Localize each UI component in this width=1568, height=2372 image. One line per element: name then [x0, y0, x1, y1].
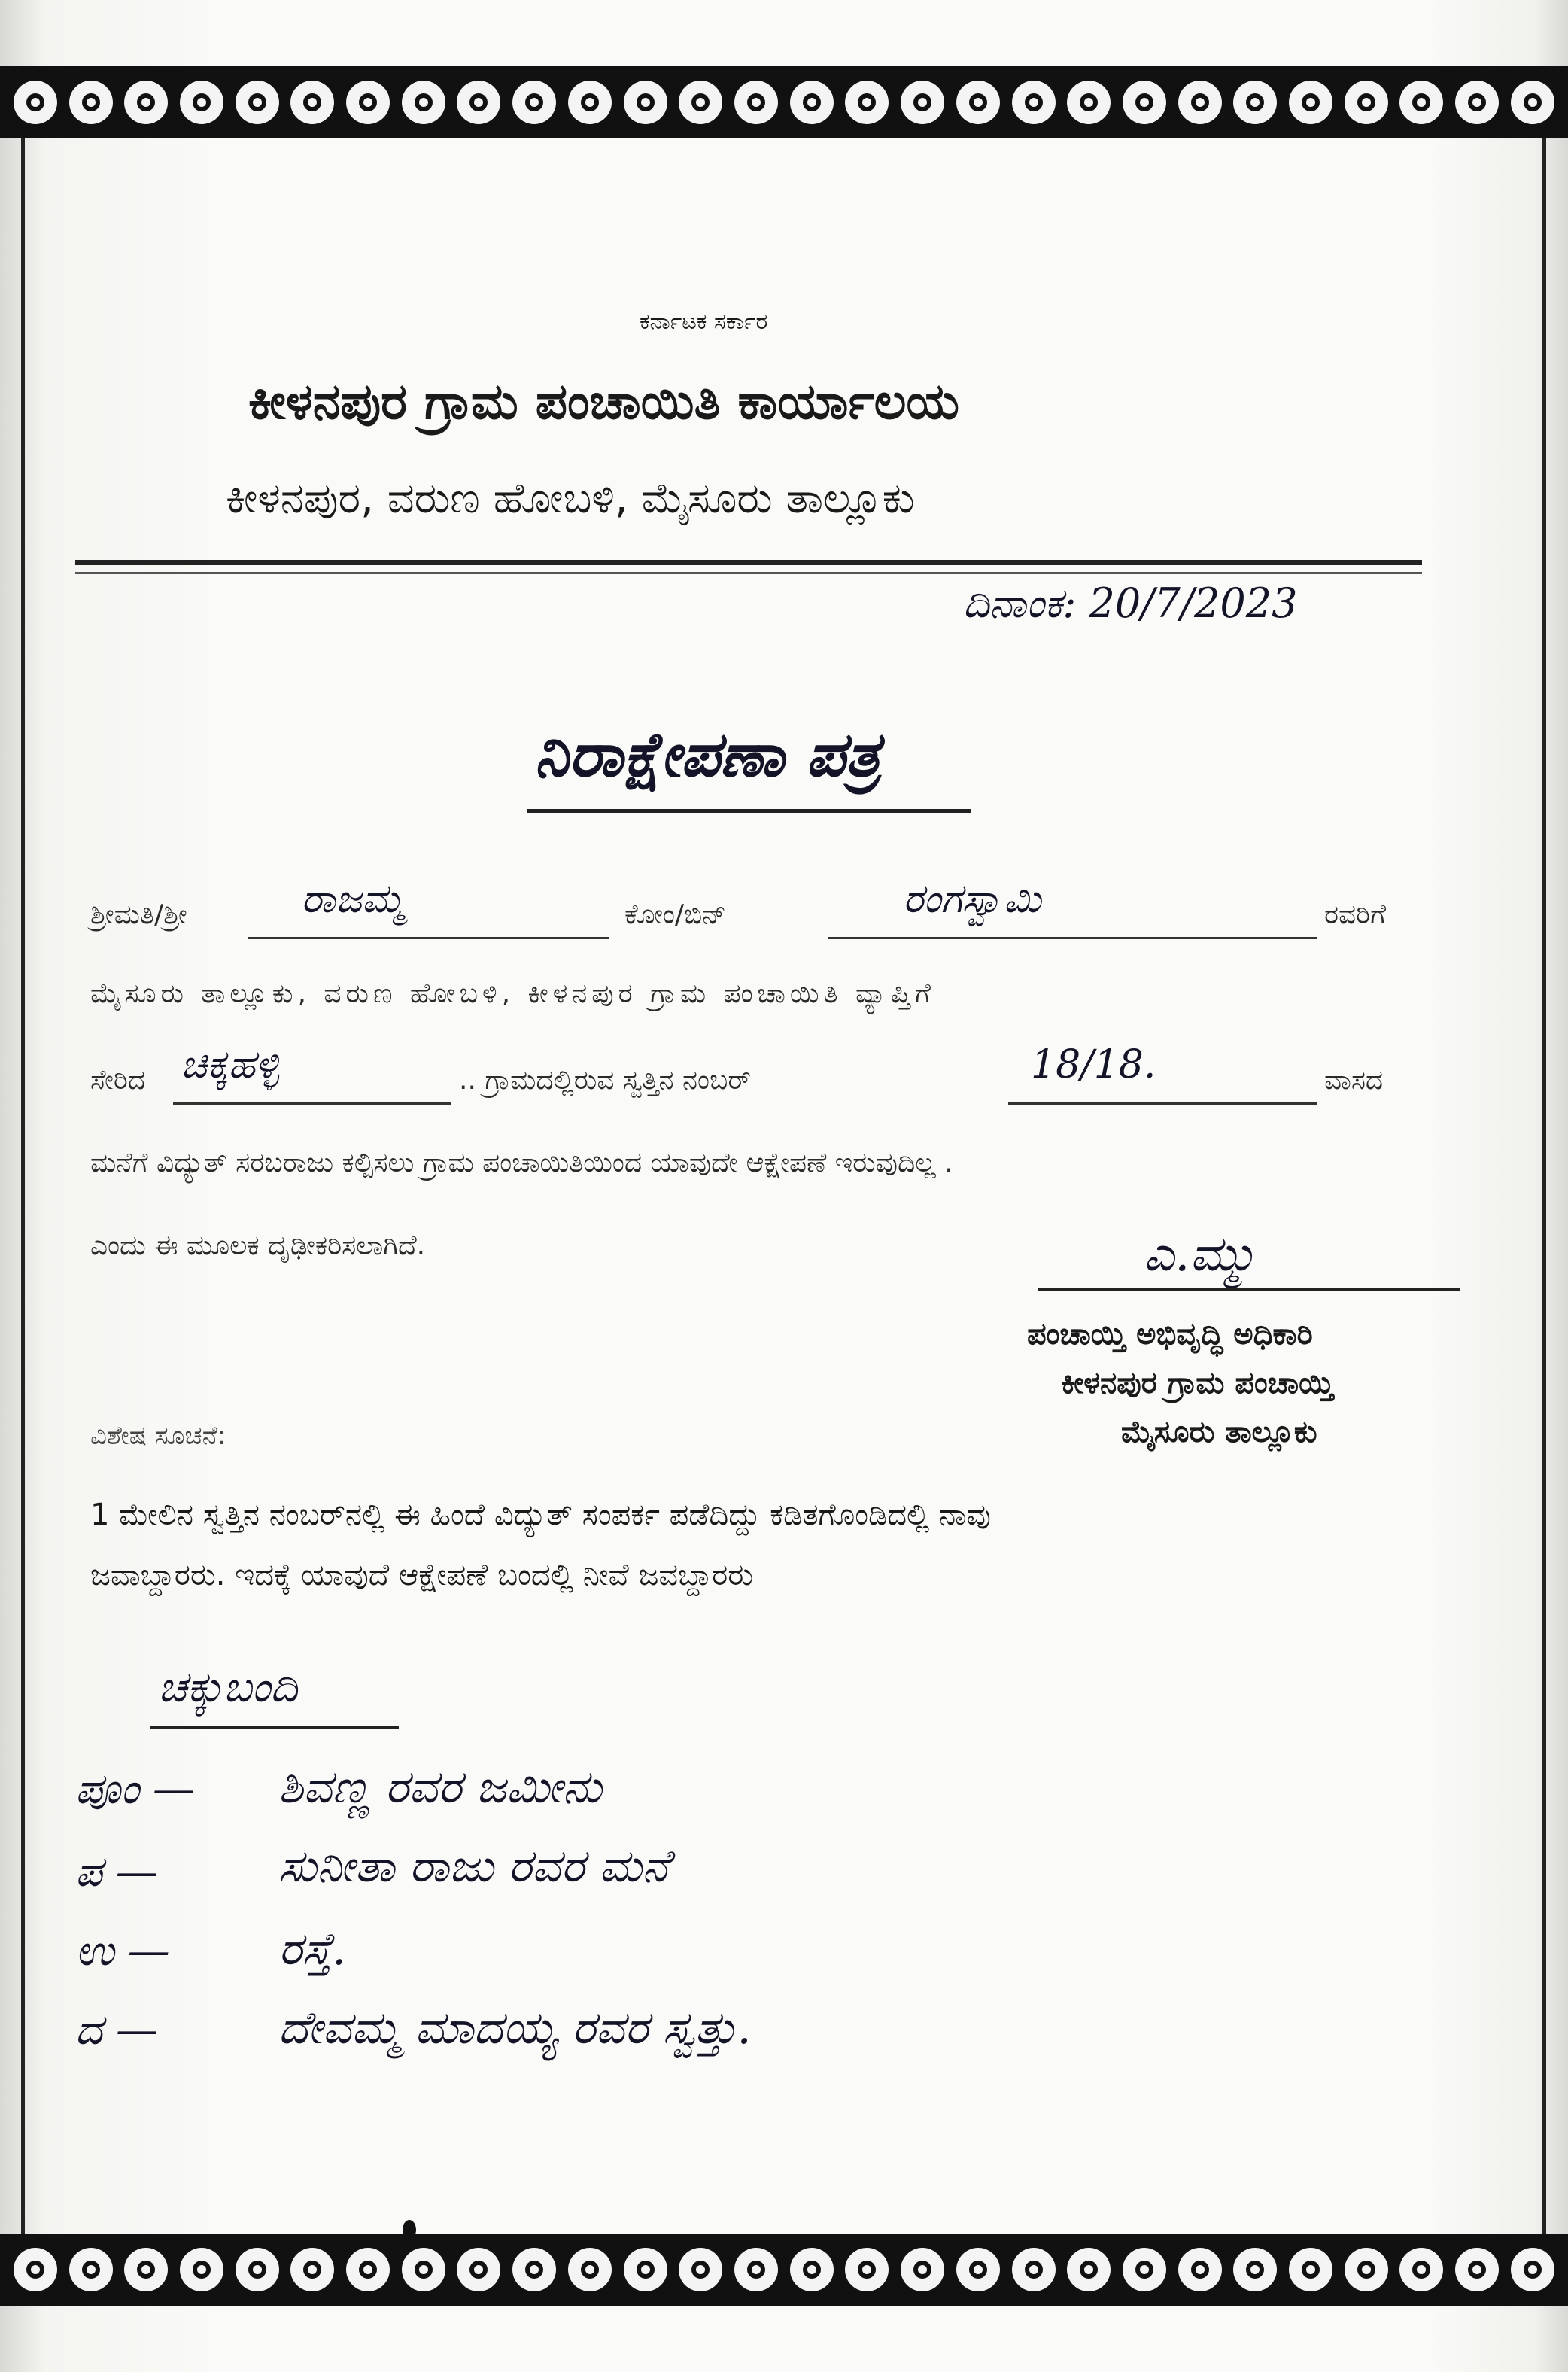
flower-icon — [124, 2248, 168, 2291]
officer-office: ಕೀಳನಪುರ ಗ್ರಾಮ ಪಂಚಾಯ್ತಿ — [1061, 1366, 1334, 1400]
flower-icon — [14, 81, 57, 124]
boundary-south-label: ದ — — [75, 2006, 158, 2054]
flower-icon — [1233, 2248, 1277, 2291]
flower-icon — [1178, 2248, 1222, 2291]
flower-icon — [1345, 2248, 1388, 2291]
no-objection-statement: ಮನೆಗೆ ವಿದ್ಯುತ್ ಸರಬರಾಜು ಕಲ್ಪಿಸಲು ಗ್ರಾಮ ಪಂಚಾಯಿತಿಯಿಂದ ಯಾವುದೇ ಆಕ್ಷೇಪಣೆ ಇರುವುದಿಲ್ಲ . — [90, 1148, 953, 1178]
property-number-value: 18/18. — [1031, 1042, 1156, 1087]
flower-icon — [512, 2248, 556, 2291]
flower-icon — [1511, 2248, 1554, 2291]
flower-icon — [512, 81, 556, 124]
flower-icon — [679, 2248, 722, 2291]
flower-icon — [679, 81, 722, 124]
officer-taluk: ಮೈಸೂರು ತಾಲ್ಲೂಕು — [1121, 1415, 1317, 1449]
flower-icon — [457, 81, 500, 124]
frame-right — [1542, 138, 1546, 2234]
flower-icon — [1123, 81, 1166, 124]
document-title: ನಿರಾಕ್ಷೇಪಣಾ ಪತ್ರ — [534, 719, 881, 791]
flower-icon — [845, 81, 889, 124]
boundary-south-value: ದೇವಮ್ಮ ಮಾದಯ್ಯ ರವರ ಸ್ವತ್ತು. — [278, 2002, 752, 2054]
special-note-heading: ವಿಶೇಷ ಸೂಚನೆ: — [90, 1421, 226, 1451]
flower-icon — [346, 81, 390, 124]
flower-icon — [1289, 2248, 1332, 2291]
boundaries-heading: ಚಕ್ಕುಬಂದಿ — [158, 1663, 298, 1712]
flower-icon — [1233, 81, 1277, 124]
flower-icon — [290, 81, 334, 124]
jurisdiction-line: ಮೈಸೂರು ತಾಲ್ಲೂಕು, ವರುಣ ಹೋಬಳಿ, ಕೀಳನಪುರ ಗ್ರಾಮ ಪಂಚಾಯಿತಿ ವ್ಯಾಪ್ತಿಗೆ — [90, 978, 935, 1009]
special-note-line-1: 1 ಮೇಲಿನ ಸ್ವತ್ತಿನ ನಂಬರ್‌ನಲ್ಲಿ ಈ ಹಿಂದೆ ವಿದ್ಯುತ್ ಸಂಪರ್ಕ ಪಡೆದಿದ್ದು ಕಡಿತಗೊಂಡಿದಲ್ಲಿ ನಾವು — [90, 1498, 991, 1532]
header-divider — [75, 560, 1422, 565]
flower-icon — [790, 81, 834, 124]
flower-icon — [69, 2248, 113, 2291]
government-label: ಕರ್ನಾಟಕ ಸರ್ಕಾರ — [640, 309, 768, 335]
flower-icon — [901, 2248, 944, 2291]
flower-icon — [69, 81, 113, 124]
flower-icon — [790, 2248, 834, 2291]
flower-icon — [402, 81, 445, 124]
flower-icon — [236, 81, 279, 124]
document-date: ದಿನಾಂಕ: 20/7/2023 — [963, 579, 1298, 627]
flower-icon — [734, 81, 778, 124]
flower-icon — [180, 2248, 223, 2291]
flower-icon — [1399, 2248, 1443, 2291]
flower-icon — [901, 81, 944, 124]
flower-icon — [845, 2248, 889, 2291]
title-underline — [527, 809, 971, 813]
village-value: ಚಿಕ್ಕಹಳ್ಳಿ — [181, 1042, 279, 1087]
office-title: ಕೀಳನಪುರ ಗ್ರಾಮ ಪಂಚಾಯಿತಿ ಕಾರ್ಯಾಲಯ — [248, 373, 960, 430]
flower-icon — [124, 81, 168, 124]
boundary-east-label: ಪೂಂ — — [75, 1765, 195, 1814]
flower-icon — [1455, 2248, 1499, 2291]
property-blank — [1008, 1102, 1317, 1105]
name-blank — [248, 937, 609, 939]
village-blank — [173, 1102, 451, 1105]
village-prefix: ಸೇರಿದ — [90, 1065, 146, 1096]
flower-icon — [734, 2248, 778, 2291]
flower-icon — [402, 2248, 445, 2291]
decorative-border-bottom — [0, 2234, 1568, 2306]
flower-icon — [1012, 81, 1056, 124]
flower-icon — [1345, 81, 1388, 124]
boundary-north-value: ರಸ್ತೆ. — [278, 1923, 347, 1975]
flower-icon — [1455, 81, 1499, 124]
property-prefix: .. ಗ್ರಾಮದಲ್ಲಿರುವ ಸ್ವತ್ತಿನ ನಂಬರ್ — [459, 1065, 752, 1096]
flower-icon — [568, 81, 612, 124]
flower-icon — [1399, 81, 1443, 124]
flower-icon — [290, 2248, 334, 2291]
relation-prefix: ಕೋಂ/ಬಿನ್ — [624, 899, 726, 930]
decorative-border-top — [0, 66, 1568, 138]
header-divider-thin — [75, 572, 1422, 574]
flower-icon — [14, 2248, 57, 2291]
name-prefix: ಶ್ರೀಮತಿ/ಶ್ರೀ — [90, 899, 187, 930]
flower-icon — [1511, 81, 1554, 124]
boundary-north-label: ಉ — — [75, 1926, 170, 1975]
flower-icon — [624, 81, 667, 124]
boundary-east-value: ಶಿವಣ್ಣ ರವರ ಜಮೀನು — [278, 1761, 602, 1814]
frame-left — [21, 138, 25, 2234]
name-value: ರಾಜಮ್ಮ — [301, 877, 405, 922]
relation-suffix: ರವರಿಗೆ — [1324, 899, 1387, 930]
flower-icon — [346, 2248, 390, 2291]
flower-icon — [457, 2248, 500, 2291]
flower-icon — [956, 81, 1000, 124]
relation-value: ರಂಗಸ್ವಾಮಿ — [903, 877, 1041, 922]
flower-icon — [1067, 81, 1111, 124]
flower-icon — [236, 2248, 279, 2291]
flower-icon — [956, 2248, 1000, 2291]
flower-icon — [568, 2248, 612, 2291]
signature-line — [1038, 1288, 1460, 1291]
property-suffix: ವಾಸದ — [1324, 1065, 1384, 1096]
boundary-west-label: ಪ — — [75, 1847, 158, 1896]
officer-designation: ಪಂಚಾಯ್ತಿ ಅಭಿವೃದ್ಧಿ ಅಧಿಕಾರಿ — [1027, 1317, 1313, 1352]
officer-signature: ಎ.ಮ್ಮು — [1144, 1227, 1258, 1282]
flower-icon — [624, 2248, 667, 2291]
office-address: ಕೀಳನಪುರ, ವರುಣ ಹೋಬಳಿ, ಮೈಸೂರು ತಾಲ್ಲೂಕು — [226, 474, 915, 523]
relation-blank — [828, 937, 1317, 939]
special-note-line-2: ಜವಾಬ್ದಾರರು. ಇದಕ್ಕೆ ಯಾವುದೆ ಆಕ್ಷೇಪಣೆ ಬಂದಲ್ಲಿ ನೀವೆ ಜವಬ್ದಾರರು — [90, 1558, 754, 1592]
flower-icon — [1012, 2248, 1056, 2291]
flower-icon — [180, 81, 223, 124]
flower-icon — [1289, 81, 1332, 124]
flower-icon — [1067, 2248, 1111, 2291]
boundary-west-value: ಸುನೀತಾ ರಾಜು ರವರ ಮನೆ — [278, 1840, 669, 1893]
boundaries-underline — [150, 1726, 399, 1729]
certification-line: ಎಂದು ಈ ಮೂಲಕ ದೃಢೀಕರಿಸಲಾಗಿದೆ. — [90, 1230, 426, 1261]
flower-icon — [1123, 2248, 1166, 2291]
flower-icon — [1178, 81, 1222, 124]
